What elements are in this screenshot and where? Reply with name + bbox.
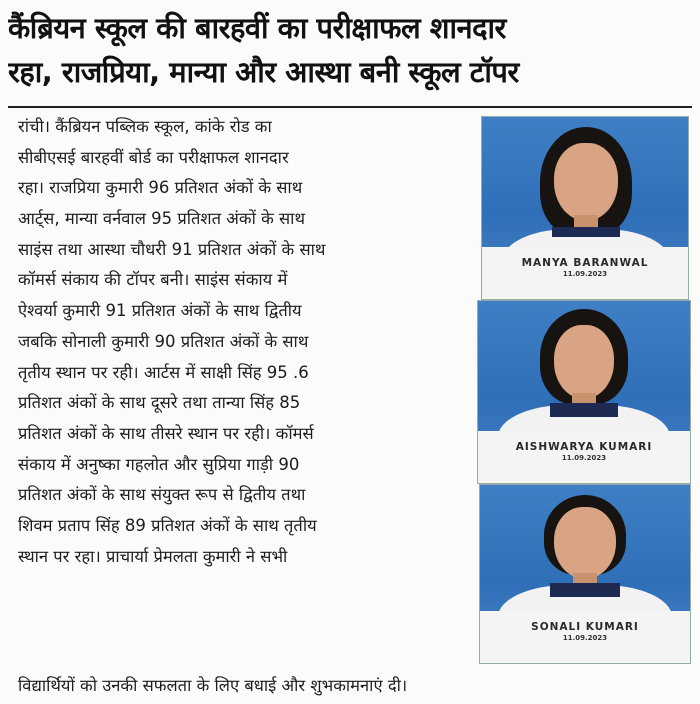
article-line: संकाय में अनुष्का गहलोत और सुप्रिया गाड़ी 90: [18, 454, 300, 474]
collar-shape: [550, 583, 620, 597]
article-line: शिवम प्रताप सिंह 89 प्रतिशत अंकों के साथ तृतीय: [18, 515, 317, 535]
article-line: रांची। कैंब्रियन पब्लिक स्कूल, कांके रोड का: [18, 117, 272, 136]
photo-date: 11.09.2023: [562, 270, 608, 278]
article-line: कॉमर्स संकाय की टॉपर बनी। साइंस संकाय में: [18, 270, 288, 290]
article-line: जबकि सोनाली कुमारी 90 प्रतिशत अंकों के साथ: [18, 331, 309, 351]
collar-shape: [552, 227, 620, 237]
photo-date: 11.09.2023: [561, 454, 607, 462]
article-body: [18, 112, 476, 572]
nameplate: [478, 431, 690, 483]
article-line: आर्ट्स, मान्या वर्नवाल 95 प्रतिशत अंकों के साथ: [18, 209, 305, 229]
face-shape: [554, 325, 614, 399]
headline-divider: [8, 106, 692, 108]
article-line: सीबीएसई बारहवीं बोर्ड का परीक्षाफल शानदार: [18, 147, 289, 167]
headline-line-1: कैंब्रियन स्कूल की बारहवीं का परीक्षाफल शानदार: [8, 11, 506, 45]
article-last-line: विद्यार्थियों को उनकी सफलता के लिए बधाई और शुभकामनाएं दी।: [18, 676, 408, 695]
collar-shape: [550, 403, 618, 417]
headline-line-2: रहा, राजप्रिया, मान्या और आस्था बनी स्कूल टॉपर: [8, 55, 519, 89]
article-line: प्रतिशत अंकों के साथ दूसरे तथा तान्या सिंह 85: [18, 393, 301, 413]
photo-date: 11.09.2023: [562, 634, 608, 642]
student-photo-sonali: [479, 484, 691, 664]
article-line: साइंस तथा आस्था चौधरी 91 प्रतिशत अंकों के साथ: [18, 239, 326, 259]
article-line: स्थान पर रहा। प्राचार्या प्रेमलता कुमारी ने सभी: [18, 546, 288, 566]
student-name: MANYA BARANWAL: [521, 257, 649, 269]
article-line: प्रतिशत अंकों के साथ तीसरे स्थान पर रही। कॉमर्स: [18, 423, 314, 443]
article-line: रहा। राजप्रिया कुमारी 96 प्रतिशत अंकों के साथ: [18, 178, 303, 198]
student-name: SONALI KUMARI: [531, 621, 639, 633]
nameplate: [480, 611, 690, 663]
headline: [8, 6, 692, 94]
article-line: प्रतिशत अंकों के साथ संयुक्त रूप से द्वितीय तथा: [18, 485, 306, 505]
face-shape: [554, 507, 616, 579]
nameplate: [482, 247, 688, 299]
student-photo-manya: [481, 116, 689, 300]
article-line: ऐश्वर्या कुमारी 91 प्रतिशत अंकों के साथ द्वितीय: [18, 301, 302, 321]
student-photo-aishwarya: [477, 300, 691, 484]
student-name: AISHWARYA KUMARI: [515, 441, 653, 453]
face-shape: [554, 143, 618, 221]
article-line: तृतीय स्थान पर रही। आर्टस में साक्षी सिंह 95 .6: [18, 362, 309, 382]
